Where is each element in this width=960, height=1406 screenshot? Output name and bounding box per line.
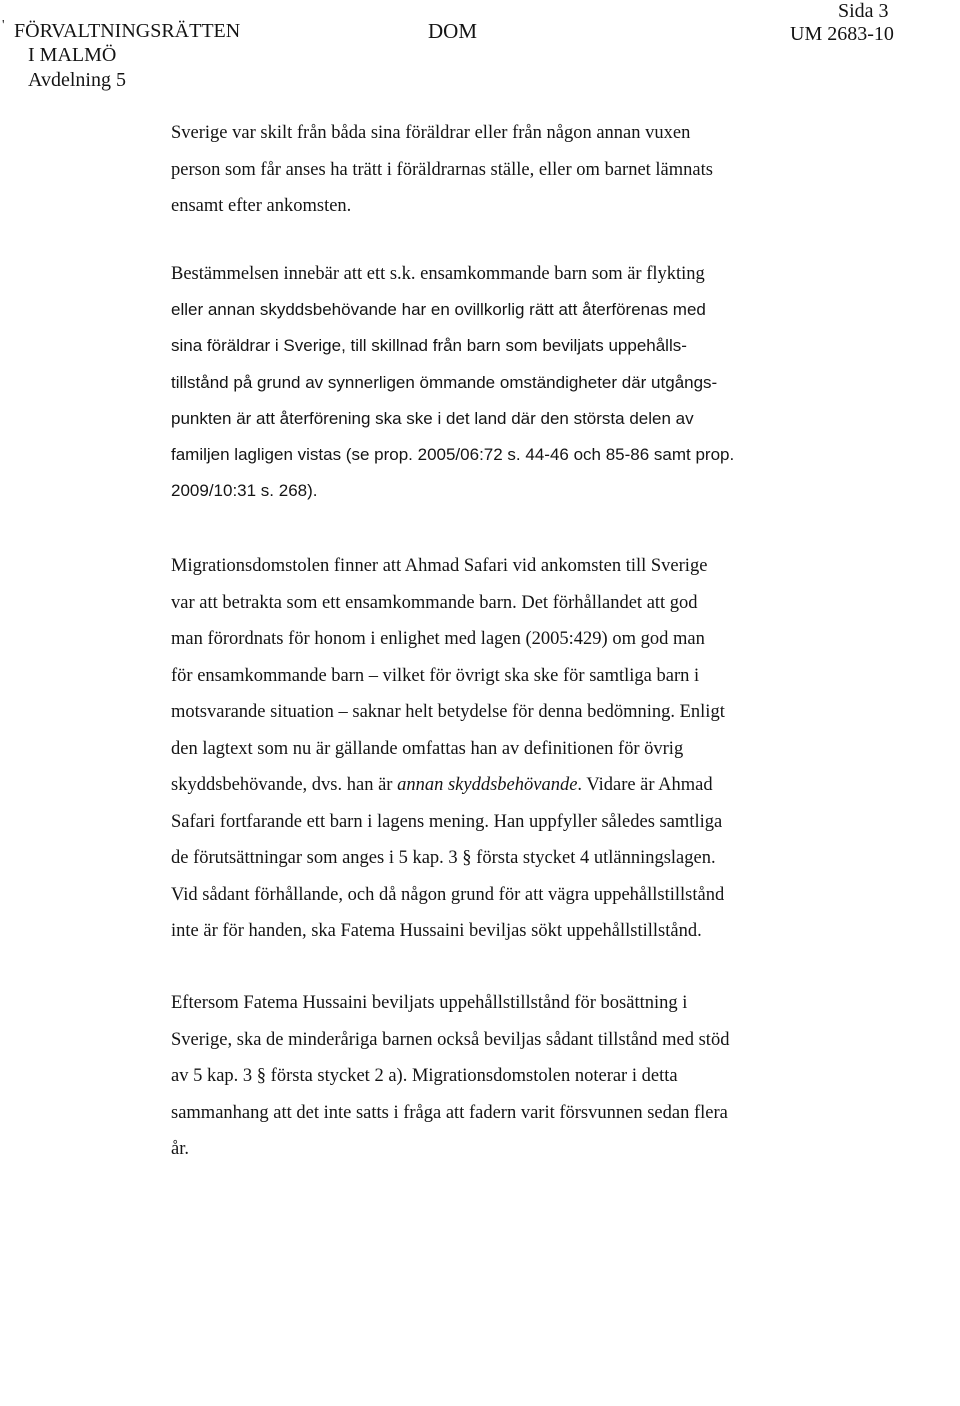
paragraph-4 [171,985,831,1168]
paragraph-line: Bestämmelsen innebär att ett s.k. ensamkommande barn som är flykting [171,264,705,284]
line-text: . Vidare är Ahmad [577,775,713,795]
paragraph-line [171,767,831,804]
header-mark: ' [2,18,5,33]
paragraph-3 [171,548,831,950]
paragraph-line: person som får anses ha trätt i föräldrarnas ställe, eller om barnet lämnats [171,159,713,180]
paragraph-line: 2009/10:31 s. 268). [171,481,318,501]
paragraph-line: de förutsättningar som anges i 5 kap. 3 § första stycket 4 utlänningslagen. [171,848,716,868]
paragraph-line: punkten är att återförening ska ske i det land där den största delen av [171,408,694,428]
italic-term: annan skyddsbehövande [397,775,578,795]
paragraph-line: sammanhang att det inte satts i fråga att fadern varit försvunnen sedan flera [171,1102,728,1123]
paragraph-line: inte är för handen, ska Fatema Hussaini beviljas sökt uppehållstillstånd. [171,921,702,941]
paragraph-line: Sverige var skilt från båda sina föräldrar eller från någon annan vuxen [171,123,691,143]
paragraph-line: eller annan skyddsbehövande har en ovillkorlig rätt att återförenas med [171,300,706,320]
paragraph-2 [171,256,831,509]
paragraph-line: ensamt efter ankomsten. [171,196,352,216]
paragraph-line: Safari fortfarande ett barn i lagens mening. Han uppfyller således samtliga [171,811,723,832]
paragraph-line: för ensamkommande barn – vilket för övrigt ska ske för samtliga barn i [171,665,700,686]
line-text: skyddsbehövande, dvs. han är [171,775,398,795]
paragraph-line: Migrationsdomstolen finner att Ahmad Safari vid ankomsten till Sverige [171,556,708,576]
paragraph-line: Sverige, ska de minderåriga barnen också beviljas sådant tillstånd med stöd [171,1029,730,1050]
page-number: Sida 3 [838,0,889,22]
paragraph-line: tillstånd på grund av synnerligen ömmande omständigheter där utgångs- [171,372,718,392]
paragraph-line: familjen lagligen vistas (se prop. 2005/06:72 s. 44-46 och 85-86 samt prop. [171,445,735,465]
court-city: I MALMÖ [28,44,117,66]
paragraph-line: Vid sådant förhållande, och då någon grund för att vägra uppehållstillstånd [171,884,725,905]
paragraph-line: sina föräldrar i Sverige, till skillnad från barn som beviljats uppehålls- [171,336,687,356]
court-division: Avdelning 5 [28,69,126,91]
paragraph-line: man förordnats för honom i enlighet med lagen (2005:429) om god man [171,629,705,649]
document-type: DOM [428,19,478,43]
paragraph-line: år. [171,1139,189,1160]
case-number: UM 2683-10 [790,23,894,45]
paragraph-line: var att betrakta som ett ensamkommande barn. Det förhållandet att god [171,592,698,613]
paragraph-line: av 5 kap. 3 § första stycket 2 a). Migrationsdomstolen noterar i detta [171,1066,678,1087]
paragraph-1 [171,115,831,225]
court-name: FÖRVALTNINGSRÄTTEN [14,20,241,42]
paragraph-line: motsvarande situation – saknar helt betydelse för denna bedömning. Enligt [171,702,725,722]
paragraph-line: Eftersom Fatema Hussaini beviljats uppehållstillstånd för bosättning i [171,993,688,1013]
paragraph-line: den lagtext som nu är gällande omfattas han av definitionen för övrig [171,738,684,759]
